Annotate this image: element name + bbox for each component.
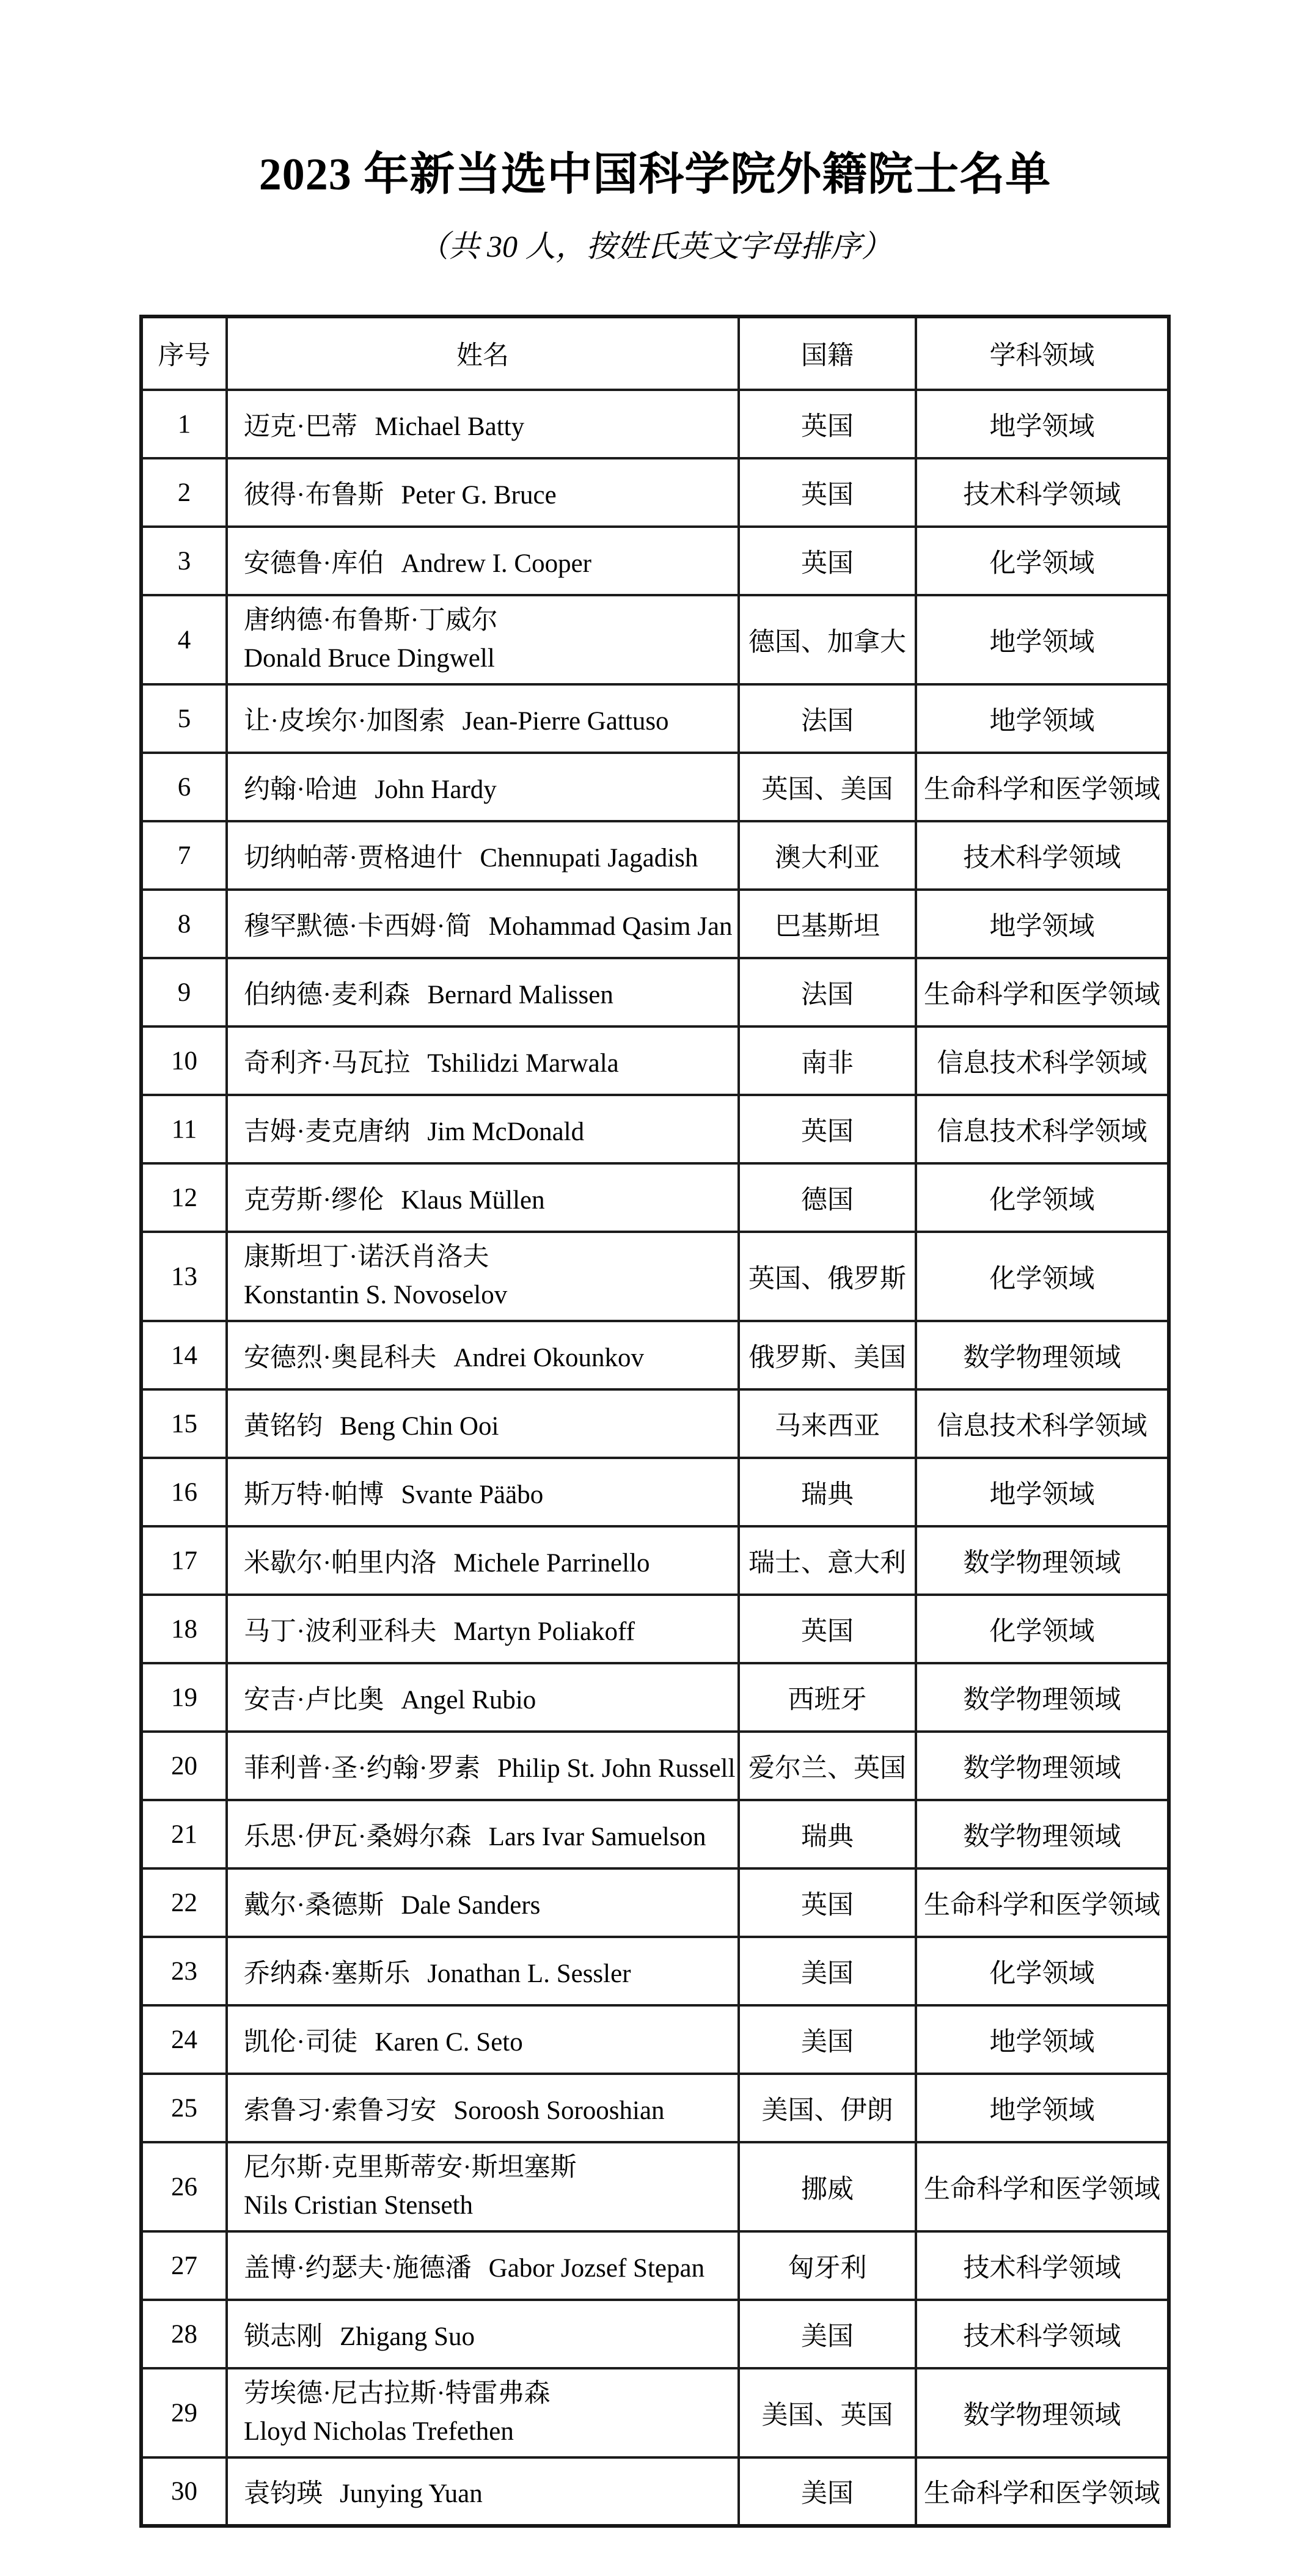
cell-index: 14	[141, 1321, 227, 1389]
name-chinese: 袁钧瑛	[244, 2479, 323, 2509]
table-row	[141, 458, 1169, 527]
name-english: Nils Cristian Stenseth	[244, 2191, 474, 2220]
cell-index: 10	[141, 1026, 227, 1095]
cell-nationality: 英国、俄罗斯	[739, 1232, 916, 1321]
header-no: 序号	[141, 317, 227, 390]
name-english: Gabor Jozsef Stepan	[488, 2253, 705, 2283]
name-english: Chennupati Jagadish	[480, 843, 698, 873]
cell-nationality: 英国	[739, 390, 916, 458]
cell-nationality: 法国	[739, 958, 916, 1026]
name-english: Karen C. Seto	[375, 2027, 523, 2057]
cell-field: 地学领域	[916, 684, 1169, 753]
table-row	[141, 595, 1169, 684]
cell-index: 16	[141, 1458, 227, 1526]
cell-index: 19	[141, 1663, 227, 1732]
table-row	[141, 1732, 1169, 1800]
cell-name	[227, 821, 739, 890]
table-row	[141, 390, 1169, 458]
cell-field: 地学领域	[916, 2074, 1169, 2142]
name-english: Junying Yuan	[340, 2479, 483, 2509]
cell-name	[227, 2368, 739, 2457]
cell-index: 30	[141, 2457, 227, 2526]
page-title: 2023 年新当选中国科学院外籍院士名单	[258, 150, 1052, 200]
cell-field: 生命科学和医学领域	[916, 753, 1169, 821]
name-english: Martyn Poliakoff	[453, 1617, 635, 1646]
name-chinese: 凯伦·司徒	[244, 2027, 358, 2057]
cell-nationality: 爱尔兰、英国	[739, 1732, 916, 1800]
name-english: Philip St. John Russell	[497, 1754, 736, 1783]
cell-index: 22	[141, 1868, 227, 1937]
name-chinese: 伯纳德·麦利森	[244, 980, 411, 1009]
name-chinese: 乔纳森·塞斯乐	[244, 1959, 411, 1988]
cell-name	[227, 1458, 739, 1526]
name-chinese: 穆罕默德·卡西姆·简	[244, 912, 472, 941]
cell-index: 25	[141, 2074, 227, 2142]
cell-index: 7	[141, 821, 227, 890]
name-chinese: 马丁·波利亚科夫	[244, 1617, 437, 1646]
table-row	[141, 1095, 1169, 1163]
cell-name	[227, 1163, 739, 1232]
cell-name	[227, 753, 739, 821]
name-english: Konstantin S. Novoselov	[244, 1281, 508, 1310]
table-row	[141, 1232, 1169, 1321]
name-chinese: 切纳帕蒂·贾格迪什	[244, 843, 463, 873]
table-row	[141, 821, 1169, 890]
cell-name	[227, 1321, 739, 1389]
cell-field: 技术科学领域	[916, 2300, 1169, 2368]
cell-field: 数学物理领域	[916, 1732, 1169, 1800]
table-row	[141, 958, 1169, 1026]
cell-name	[227, 595, 739, 684]
cell-index: 15	[141, 1389, 227, 1458]
cell-nationality: 瑞士、意大利	[739, 1526, 916, 1595]
cell-nationality: 英国、美国	[739, 753, 916, 821]
cell-nationality: 英国	[739, 1095, 916, 1163]
table-row	[141, 1595, 1169, 1663]
name-english: Beng Chin Ooi	[340, 1411, 499, 1441]
cell-name	[227, 390, 739, 458]
cell-nationality: 英国	[739, 527, 916, 595]
cell-index: 2	[141, 458, 227, 527]
name-chinese: 尼尔斯·克里斯蒂安·斯坦塞斯	[244, 2153, 577, 2183]
name-chinese: 戴尔·桑德斯	[244, 1890, 384, 1920]
name-chinese: 唐纳德·布鲁斯·丁威尔	[244, 606, 498, 635]
cell-name	[227, 2142, 739, 2231]
name-english: Donald Bruce Dingwell	[244, 644, 495, 673]
cell-name	[227, 1937, 739, 2005]
cell-index: 17	[141, 1526, 227, 1595]
cell-field: 地学领域	[916, 1458, 1169, 1526]
cell-index: 21	[141, 1800, 227, 1868]
cell-index: 9	[141, 958, 227, 1026]
cell-field: 地学领域	[916, 2005, 1169, 2074]
cell-nationality: 英国	[739, 1595, 916, 1663]
cell-nationality: 德国	[739, 1163, 916, 1232]
cell-name	[227, 1095, 739, 1163]
cell-nationality: 西班牙	[739, 1663, 916, 1732]
cell-nationality: 美国、英国	[739, 2368, 916, 2457]
name-chinese: 斯万特·帕博	[244, 1480, 384, 1509]
name-english: Peter G. Bruce	[401, 480, 557, 510]
name-chinese: 彼得·布鲁斯	[244, 480, 384, 510]
cell-index: 13	[141, 1232, 227, 1321]
table-row	[141, 1163, 1169, 1232]
name-chinese: 奇利齐·马瓦拉	[244, 1048, 411, 1078]
name-chinese: 安吉·卢比奥	[244, 1685, 384, 1714]
cell-index: 3	[141, 527, 227, 595]
cell-index: 24	[141, 2005, 227, 2074]
table-row	[141, 684, 1169, 753]
cell-field: 数学物理领域	[916, 2368, 1169, 2457]
cell-field: 生命科学和医学领域	[916, 2457, 1169, 2526]
cell-index: 4	[141, 595, 227, 684]
table-row	[141, 527, 1169, 595]
table-row	[141, 2142, 1169, 2231]
table-row	[141, 2005, 1169, 2074]
cell-nationality: 挪威	[739, 2142, 916, 2231]
name-chinese: 盖博·约瑟夫·施德潘	[244, 2253, 472, 2283]
cell-nationality: 德国、加拿大	[739, 595, 916, 684]
table-row	[141, 1868, 1169, 1937]
cell-nationality: 美国	[739, 1937, 916, 2005]
cell-field: 生命科学和医学领域	[916, 1868, 1169, 1937]
name-english: Klaus Müllen	[401, 1185, 545, 1215]
name-chinese: 克劳斯·缪伦	[244, 1185, 384, 1215]
name-english: Michele Parrinello	[453, 1548, 650, 1578]
name-english: Soroosh Sorooshian	[453, 2096, 665, 2125]
cell-nationality: 马来西亚	[739, 1389, 916, 1458]
name-english: Lars Ivar Samuelson	[488, 1822, 706, 1851]
cell-name	[227, 1732, 739, 1800]
name-english: Jim McDonald	[427, 1117, 585, 1146]
name-english: Jonathan L. Sessler	[427, 1959, 631, 1988]
name-chinese: 索鲁习·索鲁习安	[244, 2096, 437, 2125]
table-header-row	[141, 317, 1169, 390]
cell-field: 信息技术科学领域	[916, 1095, 1169, 1163]
cell-index: 27	[141, 2231, 227, 2300]
header-nationality: 国籍	[739, 317, 916, 390]
name-english: Mohammad Qasim Jan	[488, 912, 733, 941]
cell-name	[227, 2300, 739, 2368]
cell-field: 生命科学和医学领域	[916, 2142, 1169, 2231]
cell-field: 化学领域	[916, 527, 1169, 595]
cell-nationality: 俄罗斯、美国	[739, 1321, 916, 1389]
cell-nationality: 巴基斯坦	[739, 890, 916, 958]
cell-field: 数学物理领域	[916, 1663, 1169, 1732]
cell-index: 11	[141, 1095, 227, 1163]
cell-index: 5	[141, 684, 227, 753]
cell-name	[227, 1526, 739, 1595]
table-row	[141, 1800, 1169, 1868]
name-chinese: 菲利普·圣·约翰·罗素	[244, 1754, 480, 1783]
cell-name	[227, 2005, 739, 2074]
table-row	[141, 890, 1169, 958]
table-row	[141, 2457, 1169, 2526]
cell-nationality: 美国	[739, 2300, 916, 2368]
name-chinese: 米歇尔·帕里内洛	[244, 1548, 437, 1578]
table-row	[141, 1663, 1169, 1732]
cell-nationality: 美国、伊朗	[739, 2074, 916, 2142]
name-chinese: 锁志刚	[244, 2322, 323, 2351]
cell-field: 信息技术科学领域	[916, 1389, 1169, 1458]
cell-nationality: 瑞典	[739, 1800, 916, 1868]
cell-field: 化学领域	[916, 1937, 1169, 2005]
members-table	[139, 315, 1171, 2528]
cell-name	[227, 2457, 739, 2526]
cell-nationality: 美国	[739, 2005, 916, 2074]
name-english: Angel Rubio	[401, 1685, 536, 1714]
cell-name	[227, 958, 739, 1026]
cell-field: 地学领域	[916, 890, 1169, 958]
cell-name	[227, 684, 739, 753]
cell-name	[227, 1026, 739, 1095]
cell-field: 数学物理领域	[916, 1800, 1169, 1868]
name-chinese: 安德鲁·库伯	[244, 549, 384, 578]
header-field: 学科领域	[916, 317, 1169, 390]
cell-field: 化学领域	[916, 1163, 1169, 1232]
table-row	[141, 2231, 1169, 2300]
name-english: Tshilidzi Marwala	[427, 1048, 619, 1078]
page-subtitle: （共 30 人，按姓氏英文字母排序）	[418, 229, 892, 264]
name-chinese: 安德烈·奥昆科夫	[244, 1343, 437, 1372]
cell-name	[227, 2074, 739, 2142]
cell-field: 地学领域	[916, 595, 1169, 684]
cell-nationality: 法国	[739, 684, 916, 753]
cell-name	[227, 527, 739, 595]
cell-index: 26	[141, 2142, 227, 2231]
header-name: 姓名	[227, 317, 739, 390]
cell-index: 29	[141, 2368, 227, 2457]
name-english: Michael Batty	[375, 412, 525, 441]
cell-nationality: 英国	[739, 458, 916, 527]
cell-nationality: 澳大利亚	[739, 821, 916, 890]
table-row	[141, 1526, 1169, 1595]
name-chinese: 让·皮埃尔·加图索	[244, 706, 445, 736]
table-row	[141, 2368, 1169, 2457]
table-row	[141, 1321, 1169, 1389]
cell-nationality: 南非	[739, 1026, 916, 1095]
cell-index: 8	[141, 890, 227, 958]
table-body	[141, 390, 1169, 2526]
cell-field: 化学领域	[916, 1595, 1169, 1663]
name-english: Andrei Okounkov	[453, 1343, 645, 1372]
cell-name	[227, 1595, 739, 1663]
name-chinese: 约翰·哈迪	[244, 775, 358, 804]
table-row	[141, 1026, 1169, 1095]
cell-field: 数学物理领域	[916, 1321, 1169, 1389]
cell-field: 地学领域	[916, 390, 1169, 458]
table-row	[141, 2074, 1169, 2142]
name-english: Jean-Pierre Gattuso	[462, 706, 669, 736]
cell-name	[227, 2231, 739, 2300]
cell-field: 信息技术科学领域	[916, 1026, 1169, 1095]
cell-name	[227, 1868, 739, 1937]
name-chinese: 乐思·伊瓦·桑姆尔森	[244, 1822, 472, 1851]
cell-index: 12	[141, 1163, 227, 1232]
cell-index: 6	[141, 753, 227, 821]
cell-name	[227, 458, 739, 527]
cell-index: 28	[141, 2300, 227, 2368]
table-row	[141, 753, 1169, 821]
name-chinese: 黄铭钧	[244, 1411, 323, 1441]
cell-field: 化学领域	[916, 1232, 1169, 1321]
name-english: Dale Sanders	[401, 1890, 541, 1920]
name-chinese: 康斯坦丁·诺沃肖洛夫	[244, 1243, 489, 1272]
name-english: Andrew I. Cooper	[401, 549, 591, 578]
cell-name	[227, 890, 739, 958]
cell-index: 1	[141, 390, 227, 458]
table-row	[141, 1389, 1169, 1458]
table-row	[141, 2300, 1169, 2368]
cell-nationality: 匈牙利	[739, 2231, 916, 2300]
cell-name	[227, 1663, 739, 1732]
cell-nationality: 瑞典	[739, 1458, 916, 1526]
cell-nationality: 美国	[739, 2457, 916, 2526]
cell-field: 技术科学领域	[916, 458, 1169, 527]
name-english: Lloyd Nicholas Trefethen	[244, 2417, 514, 2446]
name-chinese: 吉姆·麦克唐纳	[244, 1117, 411, 1146]
cell-field: 技术科学领域	[916, 2231, 1169, 2300]
name-english: Svante Pääbo	[401, 1480, 544, 1509]
table-row	[141, 1937, 1169, 2005]
name-chinese: 劳埃德·尼古拉斯·特雷弗森	[244, 2379, 551, 2409]
cell-index: 20	[141, 1732, 227, 1800]
cell-name	[227, 1232, 739, 1321]
cell-nationality: 英国	[739, 1868, 916, 1937]
name-english: John Hardy	[375, 775, 497, 804]
cell-field: 数学物理领域	[916, 1526, 1169, 1595]
cell-name	[227, 1389, 739, 1458]
cell-index: 18	[141, 1595, 227, 1663]
table-row	[141, 1458, 1169, 1526]
cell-name	[227, 1800, 739, 1868]
cell-field: 技术科学领域	[916, 821, 1169, 890]
name-english: Bernard Malissen	[427, 980, 613, 1009]
cell-field: 生命科学和医学领域	[916, 958, 1169, 1026]
cell-index: 23	[141, 1937, 227, 2005]
name-english: Zhigang Suo	[340, 2322, 475, 2351]
name-chinese: 迈克·巴蒂	[244, 412, 358, 441]
